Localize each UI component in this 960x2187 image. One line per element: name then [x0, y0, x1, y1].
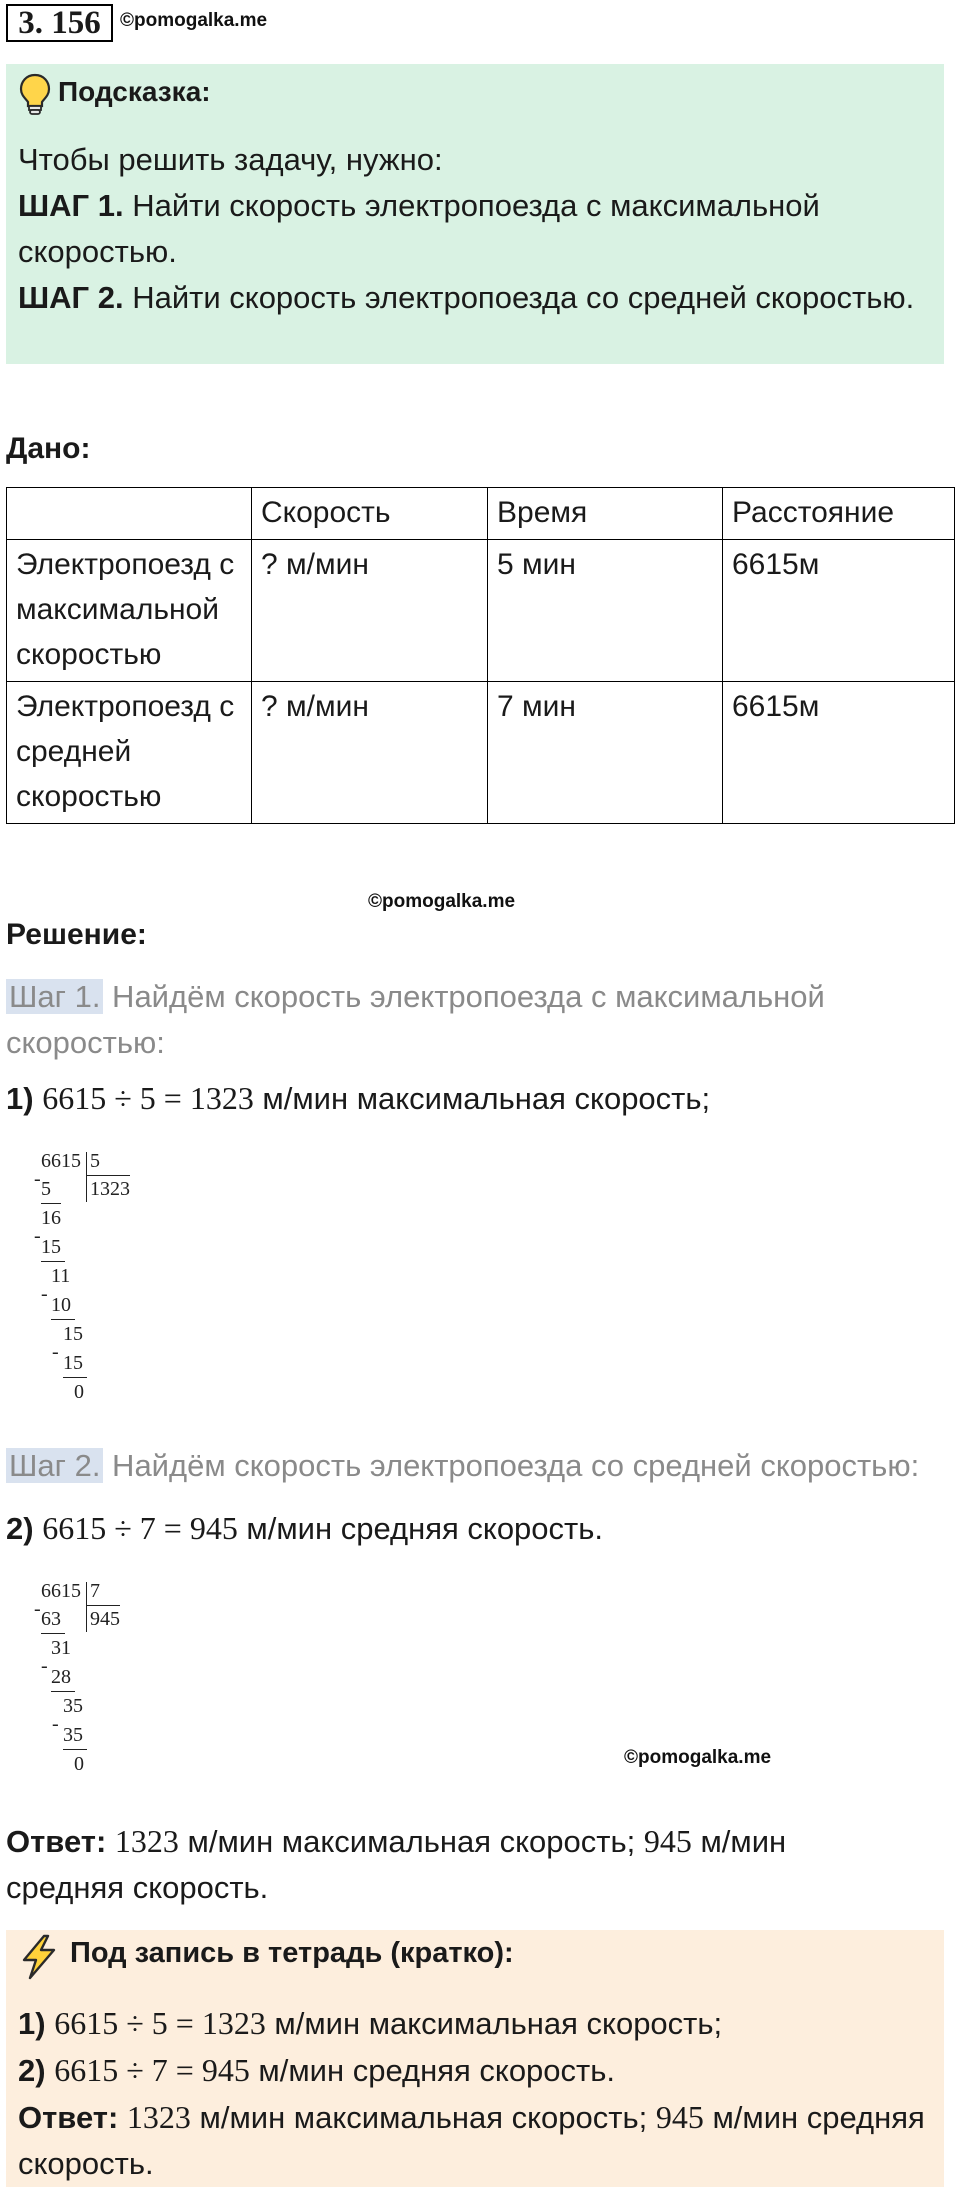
hint-step-2: ШАГ 2. Найти скорость электропоезда со средней скоростью. [18, 280, 915, 315]
step-2-heading: Шаг 2. Найдём скорость электропоезда со средней скоростью: [6, 1443, 956, 1489]
answer: Ответ: 1323 м/мин максимальная скорость; 945 м/мин средняя скорость. [6, 1823, 787, 1905]
calc-1: 1) 6615 ÷ 5 = 1323 м/мин максимальная скорость; [6, 1080, 711, 1116]
table-cell: ? м/мин [252, 540, 488, 682]
notes-line-1: 1) 6615 ÷ 5 = 1323 м/мин максимальная скорость; [18, 2005, 723, 2041]
hint-text [18, 137, 918, 321]
lightning-icon [18, 1934, 60, 1980]
solution-title: Решение: [6, 918, 147, 951]
given-table [6, 487, 955, 824]
long-division-1: 6615 5 1323 - 5 16 - 15 11 - 10 15 - 15 0 [34, 1150, 130, 1403]
long-division-2: 6615 7 945 - 63 31 - 28 35 - 35 0 [34, 1580, 120, 1775]
hint-step-1: ШАГ 1. Найти скорость электропоезда с максимальной скоростью. [18, 188, 820, 269]
watermark: ©pomogalka.me [368, 891, 516, 912]
watermark: ©pomogalka.me [624, 1747, 772, 1768]
table-header-cell: Скорость [252, 488, 488, 540]
table-header-cell: Время [488, 488, 723, 540]
table-cell: 6615м [723, 540, 955, 682]
table-cell: 7 мин [488, 682, 723, 824]
table-cell: 5 мин [488, 540, 723, 682]
step-1-label: Шаг 1. [6, 979, 103, 1014]
table-cell: Электропоезд с максимальной скоростью [7, 540, 252, 682]
table-header-row [7, 488, 955, 540]
step-1-heading: Шаг 1. Найдём скорость электропоезда с максимальной скоростью: [6, 979, 825, 1060]
task-number: 3. 156 [6, 4, 113, 42]
step-2-label: Шаг 2. [6, 1448, 103, 1483]
table-cell: Электропоезд с средней скоростью [7, 682, 252, 824]
notes-line-2: 2) 6615 ÷ 7 = 945 м/мин средняя скорость. [18, 2052, 616, 2088]
lightbulb-icon [18, 72, 52, 116]
calc-2: 2) 6615 ÷ 7 = 945 м/мин средняя скорость. [6, 1510, 604, 1546]
notes-title: Под запись в тетрадь (кратко): [70, 1937, 514, 1969]
table-row [7, 682, 955, 824]
table-cell: ? м/мин [252, 682, 488, 824]
table-cell: 6615м [723, 682, 955, 824]
table-row [7, 540, 955, 682]
given-title: Дано: [6, 432, 91, 465]
table-header-cell [7, 488, 252, 540]
hint-title: Подсказка: [58, 76, 211, 107]
notes-content [18, 2000, 938, 2187]
hint-intro: Чтобы решить задачу, нужно: [18, 142, 443, 177]
watermark: ©pomogalka.me [120, 10, 268, 31]
notes-answer: Ответ: 1323 м/мин максимальная скорость; 945 м/мин средняя скорость. [18, 2099, 925, 2181]
table-header-cell: Расстояние [723, 488, 955, 540]
